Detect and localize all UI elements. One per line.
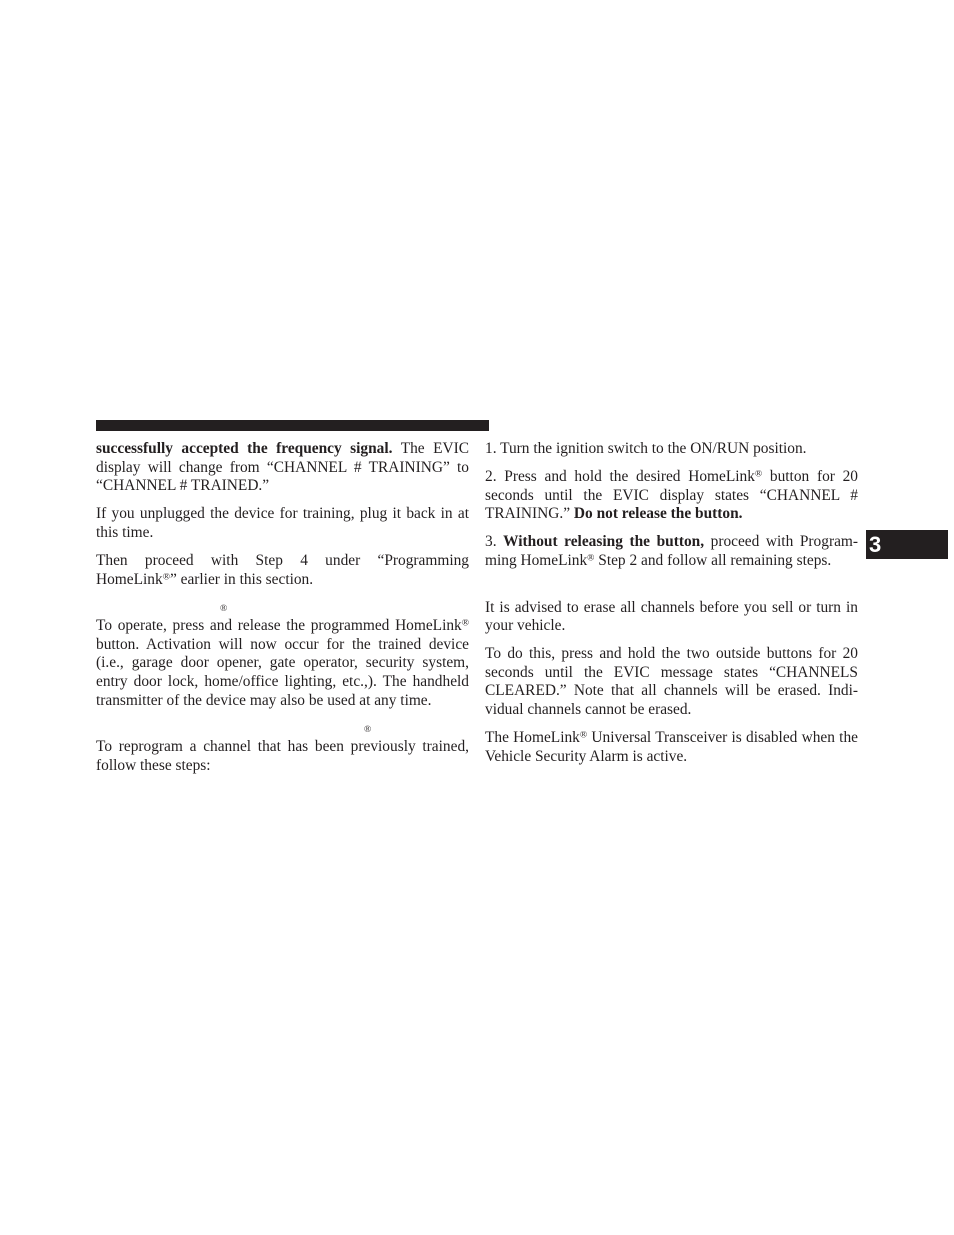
left-column [96, 440, 469, 776]
chapter-tab: 3 [866, 530, 948, 559]
step-3: 3. Without releasing the button, proceed with Program-ming HomeLink® Step 2 and follow all remaining steps. [485, 533, 858, 569]
right-paragraph-3: The HomeLink® Universal Transceiver is disabled when the Vehicle Security Alarm is active. [485, 729, 858, 765]
right-paragraph-2: To do this, press and hold the two outside buttons for 20 seconds until the EVIC message states “CHANNELS CLEARED.” Note that all channels will be erased. Indi-vidual channels cannot be erased. [485, 645, 858, 719]
left-paragraph-3: Then proceed with Step 4 under “Programming HomeLink®” earlier in this section. [96, 551, 469, 588]
section-heading-1: ® [220, 603, 228, 614]
left-paragraph-4: To operate, press and release the programmed HomeLink® button. Activation will now occur for the trained device (i.e., garage door opener, gate operator, security system, entry door lock, home/office lighting, etc.,). The handheld transmitter of the device may also be used at any time. [96, 617, 469, 709]
left-paragraph-2: If you unplugged the device for training, plug it back in at this time. [96, 505, 469, 541]
step-1: 1. Turn the ignition switch to the ON/RUN position. [485, 440, 807, 457]
header-rule [96, 420, 489, 431]
left-paragraph-5: To reprogram a channel that has been previously trained, follow these steps: [96, 738, 469, 774]
section-heading-2: ® [364, 724, 372, 735]
left-paragraph-1: successfully accepted the frequency signal. The EVIC display will change from “CHANNEL # TRAINING” to “CHANNEL # TRAINED.” [96, 440, 469, 495]
step-2: 2. Press and hold the desired HomeLink® button for 20 seconds until the EVIC display states “CHANNEL # TRAINING.” Do not release the button. [485, 468, 858, 523]
right-paragraph-1: It is advised to erase all channels before you sell or turn in your vehicle. [485, 598, 858, 635]
right-column [485, 440, 858, 766]
